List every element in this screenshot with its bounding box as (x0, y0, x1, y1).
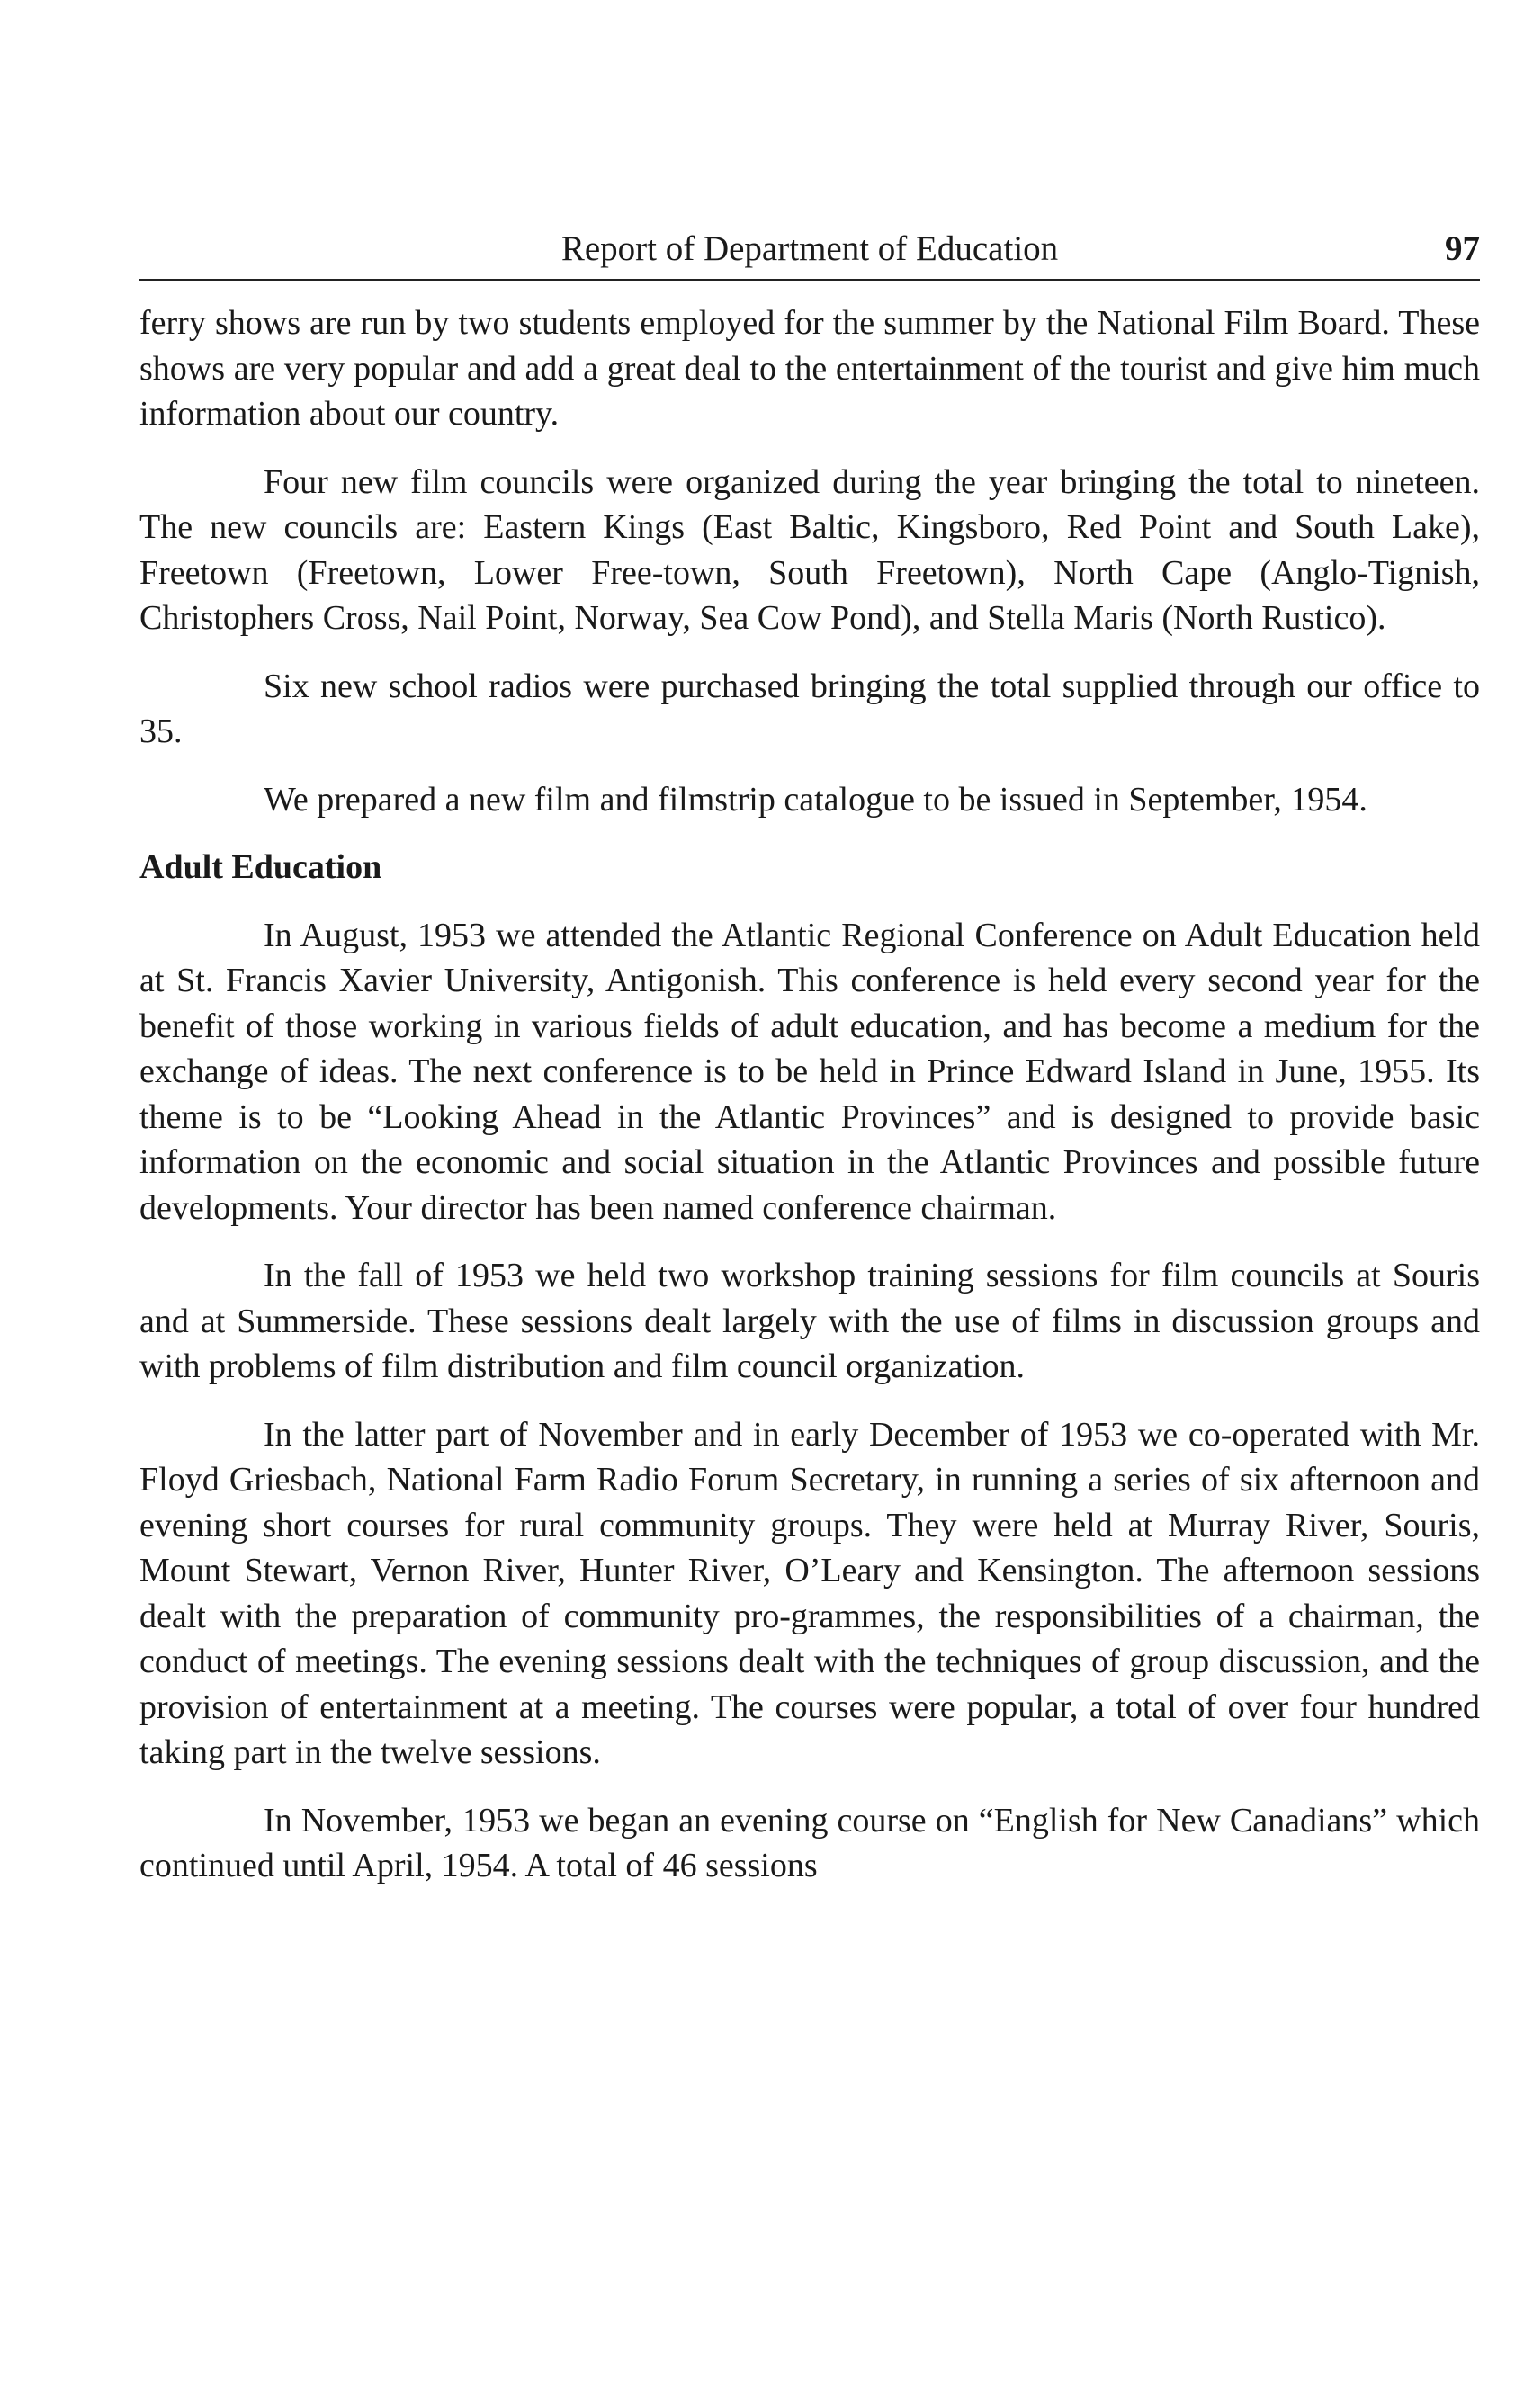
section-heading-adult-education: Adult Education (139, 848, 382, 886)
paragraph-atlantic-conference: In August, 1953 we attended the Atlantic Regional Conference on Adult Education held at St. Francis Xavier University, Antigonish. This conference is held every second year for the benefit of those working in various fields of adult education, and has become a medium for the exchange of ideas. The next conference is to be held in Prince Edward Island in June, 1955. Its theme is to be “Looking Ahead in the Atlantic Provinces” and is designed to provide basic information on the economic and social situation in the Atlantic Provinces and possible future developments. Your director has been named conference chairman. (139, 916, 1480, 1227)
document-body (139, 300, 1480, 1889)
paragraph-workshop-sessions: In the fall of 1953 we held two workshop training sessions for film councils at Souris and at Summerside. These sessions dealt largely with the use of films in discussion groups and with problems of film distribution and film council organization. (139, 1257, 1480, 1385)
paragraph-catalogue: We prepared a new film and filmstrip catalogue to be issued in September, 1954. (264, 780, 1367, 819)
paragraph-ferry-shows: ferry shows are run by two students employed for the summer by the National Film Board. These shows are very popular and add a great deal to the entertainment of the tourist and give him much information about our country. (139, 304, 1480, 433)
paragraph-short-courses: In the latter part of November and in early December of 1953 we co-operated with Mr. Floyd Griesbach, National Farm Radio Forum Secretary, in running a series of six afternoon and evening short courses for rural community groups. They were held at Murray River, Souris, Mount Stewart, Vernon River, Hunter River, O’Leary and Kensington. The afternoon sessions dealt with the preparation of community pro-grammes, the responsibilities of a chairman, the conduct of meetings. The evening sessions dealt with the techniques of group discussion, and the provision of entertainment at a meeting. The courses were popular, a total of over four hundred taking part in the twelve sessions. (139, 1415, 1480, 1771)
paragraph-film-councils: Four new film councils were organized during the year bringing the total to nineteen. The new councils are: Eastern Kings (East Baltic, Kingsboro, Red Point and South Lake), Freetown (Freetown, Lower Free-town, South Freetown), North Cape (Anglo-Tignish, Christophers Cross, Nail Point, Norway, Sea Cow Pond), and Stella Maris (North Rustico). (139, 462, 1480, 637)
document-page (139, 225, 1480, 1889)
running-header (139, 225, 1480, 281)
paragraph-english-course: In November, 1953 we began an evening course on “English for New Canadians” which continued until April, 1954. A total of 46 sessions (139, 1801, 1480, 1884)
running-title: Report of Department of Education (560, 229, 1059, 268)
paragraph-school-radios: Six new school radios were purchased bringing the total supplied through our office to 35. (139, 667, 1480, 750)
page-number: 97 (1445, 229, 1480, 268)
